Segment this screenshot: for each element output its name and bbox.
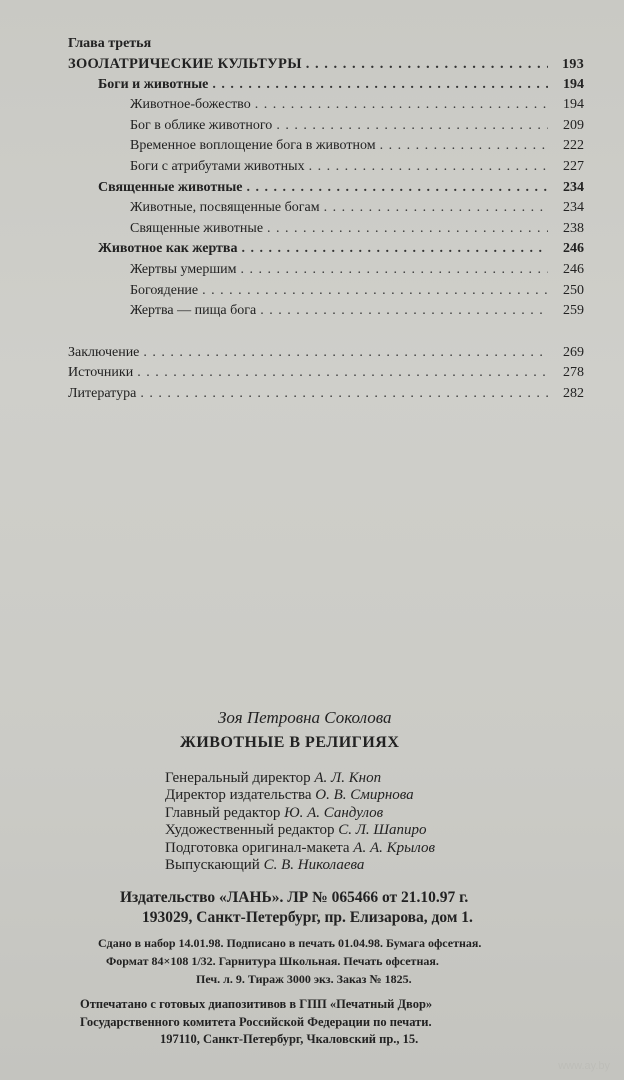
toc-end-matter — [68, 343, 584, 405]
technical-info — [98, 934, 481, 988]
toc-leader-dots — [324, 198, 548, 219]
toc-entry-page: 238 — [563, 220, 584, 236]
toc-entry-page: 222 — [563, 138, 584, 154]
toc-entry — [68, 384, 584, 405]
toc-entry-title: Священные животные — [98, 179, 243, 195]
toc-entry — [68, 157, 584, 178]
toc-entry-title: Источники — [68, 365, 134, 381]
toc-leader-dots — [242, 239, 549, 260]
toc-leader-dots — [202, 281, 548, 302]
tech-line-print-run: Печ. л. 9. Тираж 3000 экз. Заказ № 1825. — [196, 972, 412, 986]
publisher-info — [120, 888, 473, 928]
credit-name: А. А. Крылов — [353, 839, 435, 856]
credit-line — [165, 840, 435, 857]
toc-leader-dots — [137, 363, 548, 384]
toc-entry-page: 227 — [563, 158, 584, 174]
toc-entry-page: 209 — [563, 117, 584, 133]
toc-entry-title: ЗООЛАТРИЧЕСКИЕ КУЛЬТУРЫ — [68, 56, 302, 72]
credit-name: А. Л. Кноп — [314, 770, 382, 786]
toc-entry — [68, 95, 584, 116]
toc-entry-title: Священные животные — [130, 220, 264, 236]
toc-entry-title: Боги с атрибутами животных — [130, 158, 305, 174]
toc-entry-title: Богоядение — [130, 282, 199, 298]
printer-committee: Государственного комитета Российской Федерации по печати. — [80, 1014, 432, 1029]
credit-role: Художественный редактор — [165, 822, 335, 839]
publisher-line: Издательство «ЛАНЬ». ЛР № 065466 от 21.10.97 г. — [120, 889, 469, 906]
credit-role: Генеральный директор — [165, 770, 311, 786]
site-watermark: www.ay.by — [558, 1060, 610, 1072]
credit-name: С. В. Николаева — [263, 857, 365, 874]
credit-name: О. В. Смирнова — [315, 787, 414, 804]
toc-leader-dots — [255, 95, 548, 116]
author-name: Зоя Петровна Соколова — [218, 708, 392, 727]
toc-entry-page: 250 — [563, 282, 584, 298]
toc-entry-title: Бог в облике животного — [130, 117, 273, 133]
toc-entry-title: Животное как жертва — [98, 241, 238, 257]
table-of-contents — [68, 34, 584, 405]
book-title: ЖИВОТНЫЕ В РЕЛИГИЯХ — [180, 734, 400, 751]
publisher-address: 193029, Санкт-Петербург, пр. Елизарова, дом 1. — [142, 909, 473, 926]
chapter-label: Глава третья — [68, 36, 152, 51]
toc-leader-dots — [212, 75, 548, 96]
toc-leader-dots — [276, 116, 548, 137]
toc-entry — [68, 281, 584, 302]
tech-line-format: Формат 84×108 1/32. Гарнитура Школьная. Печать офсетная. — [106, 954, 439, 968]
toc-entry-page: 194 — [563, 76, 584, 92]
toc-entry-page: 278 — [563, 365, 584, 381]
toc-entry-title: Животное-божество — [130, 97, 251, 113]
toc-entry-title: Литература — [68, 385, 137, 401]
toc-leader-dots — [140, 384, 548, 405]
toc-entry-page: 234 — [563, 179, 584, 195]
printer-info — [80, 996, 432, 1049]
printer-line: Отпечатано с готовых диапозитивов в ГПП «Печатный Двор» — [80, 997, 433, 1011]
toc-entry-page: 246 — [563, 261, 584, 277]
toc-entry — [68, 178, 584, 199]
toc-entry-title: Жертва — пища бога — [130, 303, 257, 319]
toc-entry-title: Животные, посвященные богам — [130, 200, 320, 216]
toc-entry — [68, 343, 584, 364]
printer-address: 197110, Санкт-Петербург, Чкаловский пр., 15. — [160, 1032, 419, 1046]
toc-entry — [68, 198, 584, 219]
toc-entry-page: 246 — [563, 241, 584, 257]
credit-role: Подготовка оригинал-макета — [165, 839, 350, 856]
toc-leader-dots — [246, 178, 548, 199]
toc-entry — [68, 136, 584, 157]
toc-leader-dots — [306, 54, 548, 75]
credit-role: Главный редактор — [165, 804, 281, 821]
credit-name: Ю. А. Сандулов — [284, 804, 384, 821]
credit-line — [165, 822, 435, 839]
toc-entry — [68, 301, 584, 322]
credit-line — [165, 787, 435, 804]
toc-entry — [68, 363, 584, 384]
credit-line — [165, 770, 435, 787]
toc-gap — [68, 322, 584, 343]
credit-role: Выпускающий — [165, 857, 260, 874]
toc-entry-page: 269 — [563, 344, 584, 360]
toc-leader-dots — [241, 260, 548, 281]
toc-leader-dots — [267, 219, 548, 240]
toc-entry-title: Заключение — [68, 344, 140, 360]
toc-entry — [68, 54, 584, 75]
credit-line — [165, 805, 435, 822]
toc-entry — [68, 219, 584, 240]
toc-entry-page: 259 — [563, 303, 584, 319]
credits-list — [165, 770, 435, 874]
toc-entries — [68, 54, 584, 322]
credit-line — [165, 857, 435, 874]
toc-entry-title: Жертвы умершим — [130, 261, 237, 277]
toc-entry-page: 193 — [562, 57, 584, 72]
toc-entry — [68, 116, 584, 137]
credit-role: Директор издательства — [165, 787, 312, 804]
toc-entry-title: Временное воплощение бога в животном — [130, 138, 376, 154]
toc-leader-dots — [143, 343, 548, 364]
tech-line-dates: Сдано в набор 14.01.98. Подписано в печать 01.04.98. Бумага офсетная. — [98, 936, 482, 950]
toc-leader-dots — [309, 157, 548, 178]
toc-entry — [68, 75, 584, 96]
toc-leader-dots — [260, 301, 548, 322]
toc-entry-page: 234 — [563, 200, 584, 216]
toc-leader-dots — [380, 136, 548, 157]
toc-entry — [68, 260, 584, 281]
credit-name: С. Л. Шапиро — [338, 822, 427, 839]
toc-entry — [68, 239, 584, 260]
toc-entry-title: Боги и животные — [98, 76, 209, 92]
toc-entry-page: 282 — [563, 385, 584, 401]
toc-entry-page: 194 — [563, 97, 584, 113]
